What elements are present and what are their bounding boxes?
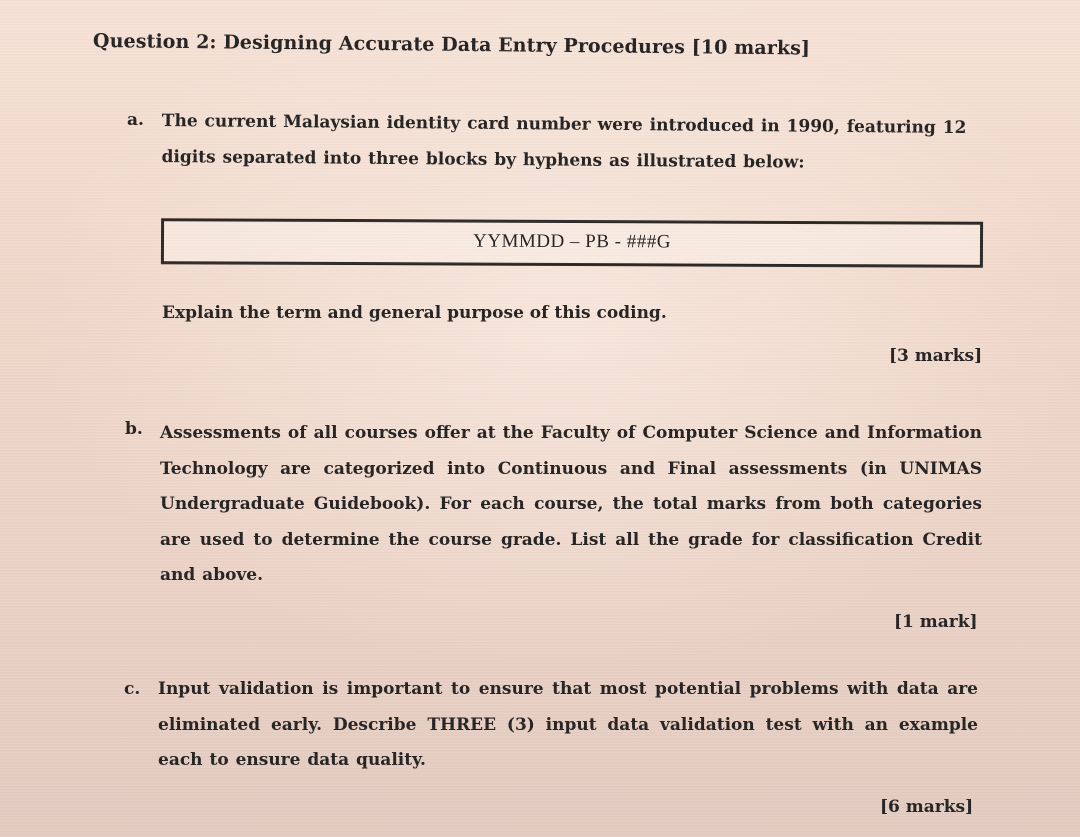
part-c-label: c. [124, 679, 141, 699]
part-b-marks: [1 mark] [894, 612, 978, 632]
part-b-label: b. [125, 419, 143, 439]
part-a-explain: Explain the term and general purpose of this coding. [162, 303, 667, 323]
part-c-text-start: Input validation is important to ensure that most potential problems with data are eliminated early. Describe [158, 679, 978, 735]
part-c-text [158, 672, 978, 779]
part-c-emphasis: THREE (3) [427, 714, 535, 735]
part-a-marks: [3 marks] [889, 346, 983, 366]
part-c-text-end: input data validation test with an example each to ensure data quality. [158, 714, 978, 770]
question-title: Question 2: Designing Accurate Data Entry Procedures [10 marks] [92, 30, 811, 60]
part-b-text: Assessments of all courses offer at the Faculty of Computer Science and Information Technology are categorized into Continuous and Final assessments (in UNIMAS Undergraduate Guidebook). For each course, the total marks from both categories are used to determine the course grade. List all the grade for classification Credit and above. [160, 423, 982, 585]
part-a-text: The current Malaysian identity card number were introduced in 1990, featuring 12 digits separated into three blocks by hyphens as illustrated below: [161, 110, 967, 173]
ic-format-code: YYMMDD – PB - ###G [472, 230, 672, 253]
part-a-label: a. [127, 110, 144, 130]
ic-format-box [161, 218, 983, 268]
part-c-marks: [6 marks] [880, 797, 974, 817]
